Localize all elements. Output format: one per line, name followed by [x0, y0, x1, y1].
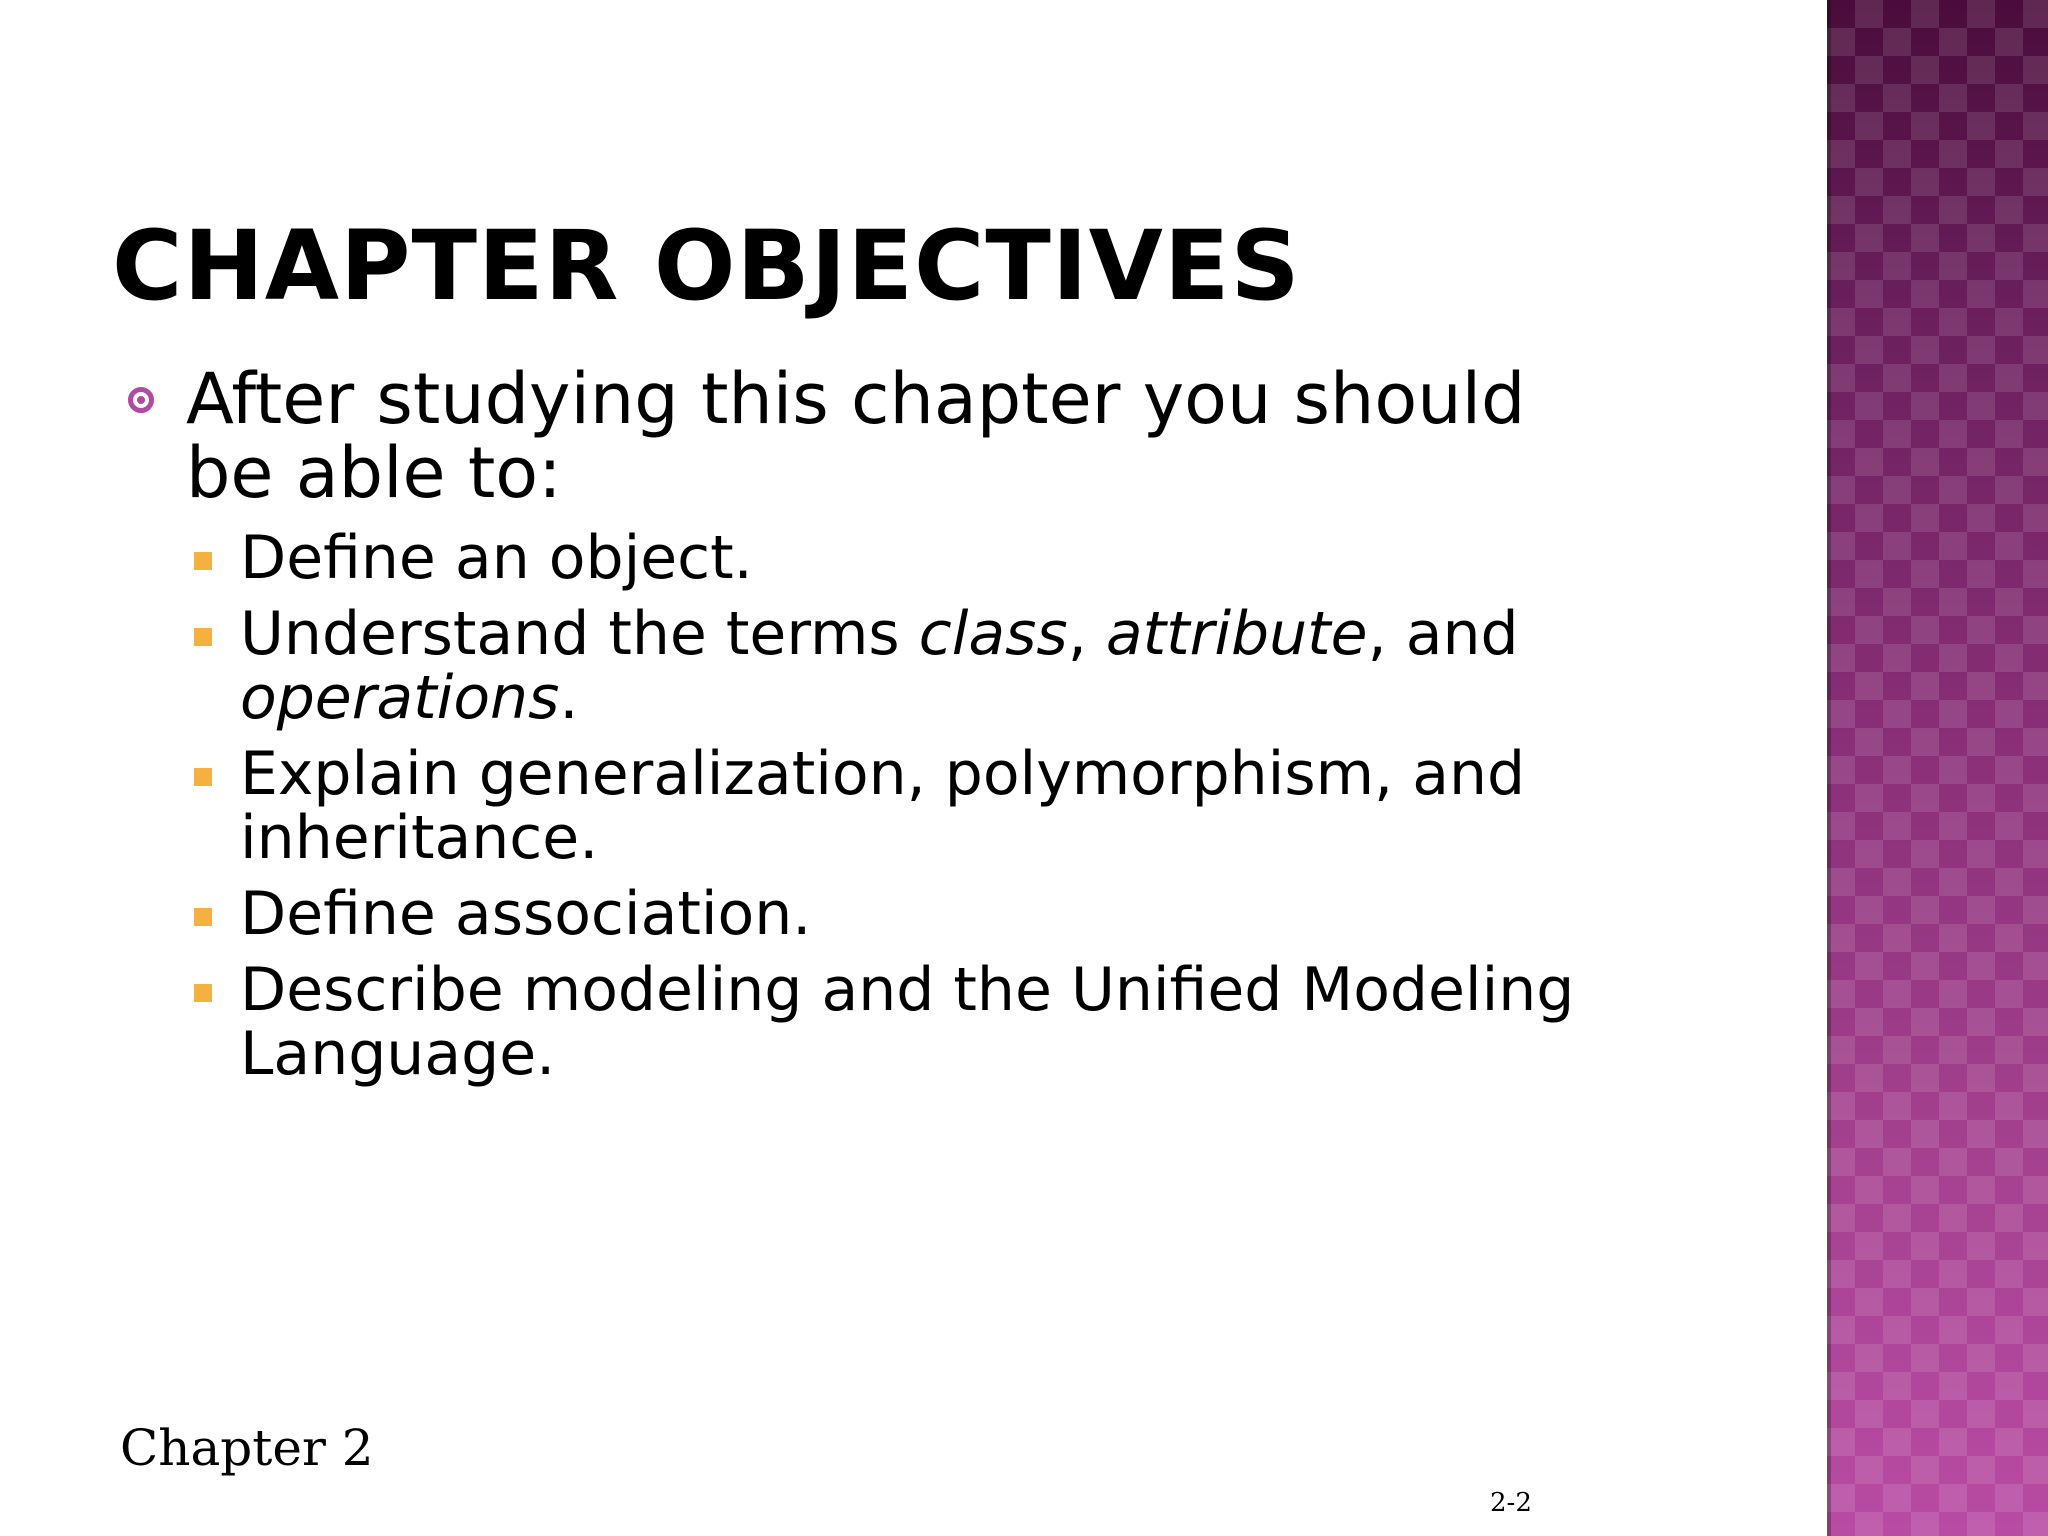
objective-item [240, 879, 1614, 949]
objective-text: Describe modeling and the Unified Modeling Language. [240, 955, 1575, 1089]
intro-bullet [124, 358, 1614, 514]
slide-content [124, 358, 1614, 1098]
objective-text: Define an object. [240, 523, 753, 593]
term-operations: operations [240, 663, 560, 733]
intro-text: After studying this chapter you should be able to: [186, 358, 1526, 514]
objective-text-part: , [1067, 599, 1106, 669]
objective-item [240, 739, 1614, 873]
circle-dot-icon [128, 387, 154, 413]
footer-chapter-label: Chapter 2 [120, 1419, 374, 1477]
objective-text: Define association. [240, 879, 812, 949]
objective-text-part: . [559, 663, 579, 733]
diamond-pattern [1827, 0, 2048, 1536]
square-bullet-icon [194, 552, 212, 570]
square-bullet-icon [194, 984, 212, 1002]
objective-item [240, 599, 1614, 733]
objective-text-part: , and [1367, 599, 1519, 669]
square-bullet-icon [194, 628, 212, 646]
term-class: class [918, 599, 1068, 669]
objective-item [240, 523, 1614, 593]
decorative-side-band [1827, 0, 2048, 1536]
objectives-list [124, 523, 1614, 1089]
band-edge [1827, 0, 1831, 1536]
slide-title: CHAPTER OBJECTIVES [112, 210, 1301, 322]
page-number: 2-2 [1490, 1488, 1532, 1518]
term-attribute: attribute [1105, 599, 1368, 669]
objective-item [240, 955, 1614, 1089]
square-bullet-icon [194, 908, 212, 926]
square-bullet-icon [194, 768, 212, 786]
objective-text-part: Understand the terms [240, 599, 919, 669]
objective-text: Explain generalization, polymorphism, and inheritance. [240, 739, 1526, 873]
